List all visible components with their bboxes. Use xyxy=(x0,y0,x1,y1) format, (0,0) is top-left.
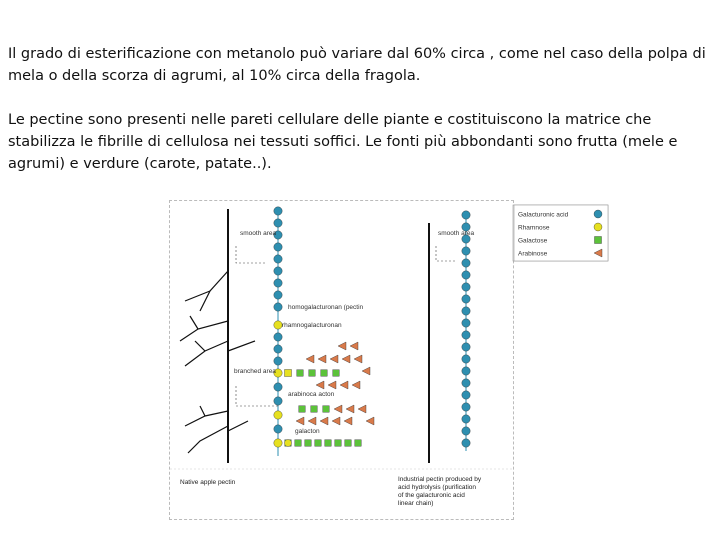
galacturonic-acid-unit xyxy=(462,343,470,351)
arabinose-unit xyxy=(334,405,342,413)
galacturonic-acid-unit xyxy=(462,307,470,315)
caption-industrial-pectin: Industrial pectin produced by acid hydrolysis (purification of the galacturonic acid linear chain) xyxy=(398,476,482,507)
arabinose-unit xyxy=(354,355,362,363)
galacturonic-acid-unit xyxy=(462,379,470,387)
rhamnose-unit xyxy=(285,370,292,377)
paragraph-pectin-sources: Le pectine sono presenti nelle pareti cellulare delle piante e costituiscono la matrice che stabilizza le fibrille di cellulosa nei tessuti soffici. Le fonti più abbondanti sono frutta (mele e agrumi) e verdure (carote, patate..). xyxy=(8,112,678,172)
galacturonic-acid-unit xyxy=(462,283,470,291)
galacturonic-acid-unit xyxy=(274,303,282,311)
galactose-unit xyxy=(335,440,342,447)
label-homogalacturonan: homogalacturonan (pectin xyxy=(288,304,364,311)
arabinose-unit xyxy=(296,417,304,425)
galactose-unit xyxy=(311,406,318,413)
left-pectin-chain xyxy=(274,207,282,447)
galacturonic-acid-unit xyxy=(462,331,470,339)
rhamnose-unit xyxy=(274,321,282,329)
galacturonic-acid-unit xyxy=(462,247,470,255)
caption-native-apple-pectin: Native apple pectin xyxy=(180,479,236,486)
galacturonic-acid-unit xyxy=(274,383,282,391)
galacturonic-acid-unit xyxy=(462,427,470,435)
label-branched-area: branched area xyxy=(234,368,276,375)
arabinose-unit xyxy=(332,417,340,425)
galactose-unit xyxy=(325,440,332,447)
galactose-unit xyxy=(295,440,302,447)
galacturonic-acid-unit xyxy=(274,243,282,251)
arabinose-unit xyxy=(338,342,346,350)
galacturonic-acid-unit xyxy=(274,357,282,365)
legend-label: Rhamnose xyxy=(518,224,550,232)
galacturonic-acid-unit xyxy=(462,355,470,363)
label-smooth-area-right: smooth area xyxy=(438,230,475,237)
arabinose-unit xyxy=(330,355,338,363)
galactose-unit xyxy=(321,370,328,377)
rhamnose-unit xyxy=(274,439,282,447)
galactose-unit xyxy=(345,440,352,447)
galactose-unit xyxy=(297,370,304,377)
legend-symbol-icon xyxy=(594,210,602,218)
arabinose-unit xyxy=(346,405,354,413)
galactose-unit xyxy=(305,440,312,447)
galacturonic-acid-unit xyxy=(462,367,470,375)
galacturonic-acid-unit xyxy=(274,345,282,353)
legend-label: Galacturonic acid xyxy=(518,211,569,219)
rhamnose-unit xyxy=(274,411,282,419)
arabinose-unit xyxy=(358,405,366,413)
rhamnose-unit xyxy=(285,440,292,447)
galacturonic-acid-unit xyxy=(274,291,282,299)
galactose-unit xyxy=(309,370,316,377)
galactose-unit xyxy=(315,440,322,447)
label-rhamnogalacturonan: rhamnogalacturonan xyxy=(282,322,342,329)
galacturonic-acid-unit xyxy=(462,391,470,399)
arabinose-unit xyxy=(320,417,328,425)
pectin-structure-figure xyxy=(169,200,569,520)
galacturonic-acid-unit xyxy=(462,271,470,279)
legend-symbol-icon xyxy=(595,237,602,244)
galacturonic-acid-unit xyxy=(274,207,282,215)
galacturonic-acid-unit xyxy=(462,415,470,423)
arabinose-unit xyxy=(366,417,374,425)
paragraph-esterification: Il grado di esterificazione con metanolo può variare dal 60% circa , come nel caso della polpa di mela o della scorza di agrumi, al 10% circa della fragola. xyxy=(8,46,706,84)
arabinose-unit xyxy=(308,417,316,425)
galacturonic-acid-unit xyxy=(274,425,282,433)
arabinose-unit xyxy=(352,381,360,389)
galacturonic-acid-unit xyxy=(462,319,470,327)
galacturonic-acid-unit xyxy=(274,279,282,287)
galacturonic-acid-unit xyxy=(274,255,282,263)
arabinose-unit xyxy=(328,381,336,389)
arabinose-unit xyxy=(306,355,314,363)
arabinose-unit xyxy=(340,381,348,389)
galacturonic-acid-unit xyxy=(462,439,470,447)
galacturonic-acid-unit xyxy=(462,295,470,303)
legend-symbol-icon xyxy=(594,223,602,231)
galacturonic-acid-unit xyxy=(462,211,470,219)
legend-label: Galactose xyxy=(518,237,548,245)
galactose-unit xyxy=(355,440,362,447)
galactose-unit xyxy=(333,370,340,377)
galactose-unit xyxy=(299,406,306,413)
arabinose-unit xyxy=(350,342,358,350)
galacturonic-acid-unit xyxy=(274,333,282,341)
legend-label: Arabinose xyxy=(518,250,548,258)
arabinose-unit xyxy=(362,367,370,375)
galacturonic-acid-unit xyxy=(274,397,282,405)
label-galacton: galacton xyxy=(295,428,320,435)
arabinose-unit xyxy=(342,355,350,363)
arabinose-unit xyxy=(316,381,324,389)
galacturonic-acid-unit xyxy=(462,259,470,267)
arabinose-unit xyxy=(344,417,352,425)
label-smooth-area-left: smooth area xyxy=(240,230,277,237)
galacturonic-acid-unit xyxy=(274,267,282,275)
galactose-unit xyxy=(323,406,330,413)
galacturonic-acid-unit xyxy=(462,403,470,411)
arabinose-unit xyxy=(318,355,326,363)
label-arabinoca-acton: arabinoca acton xyxy=(288,391,335,398)
galacturonic-acid-unit xyxy=(274,219,282,227)
